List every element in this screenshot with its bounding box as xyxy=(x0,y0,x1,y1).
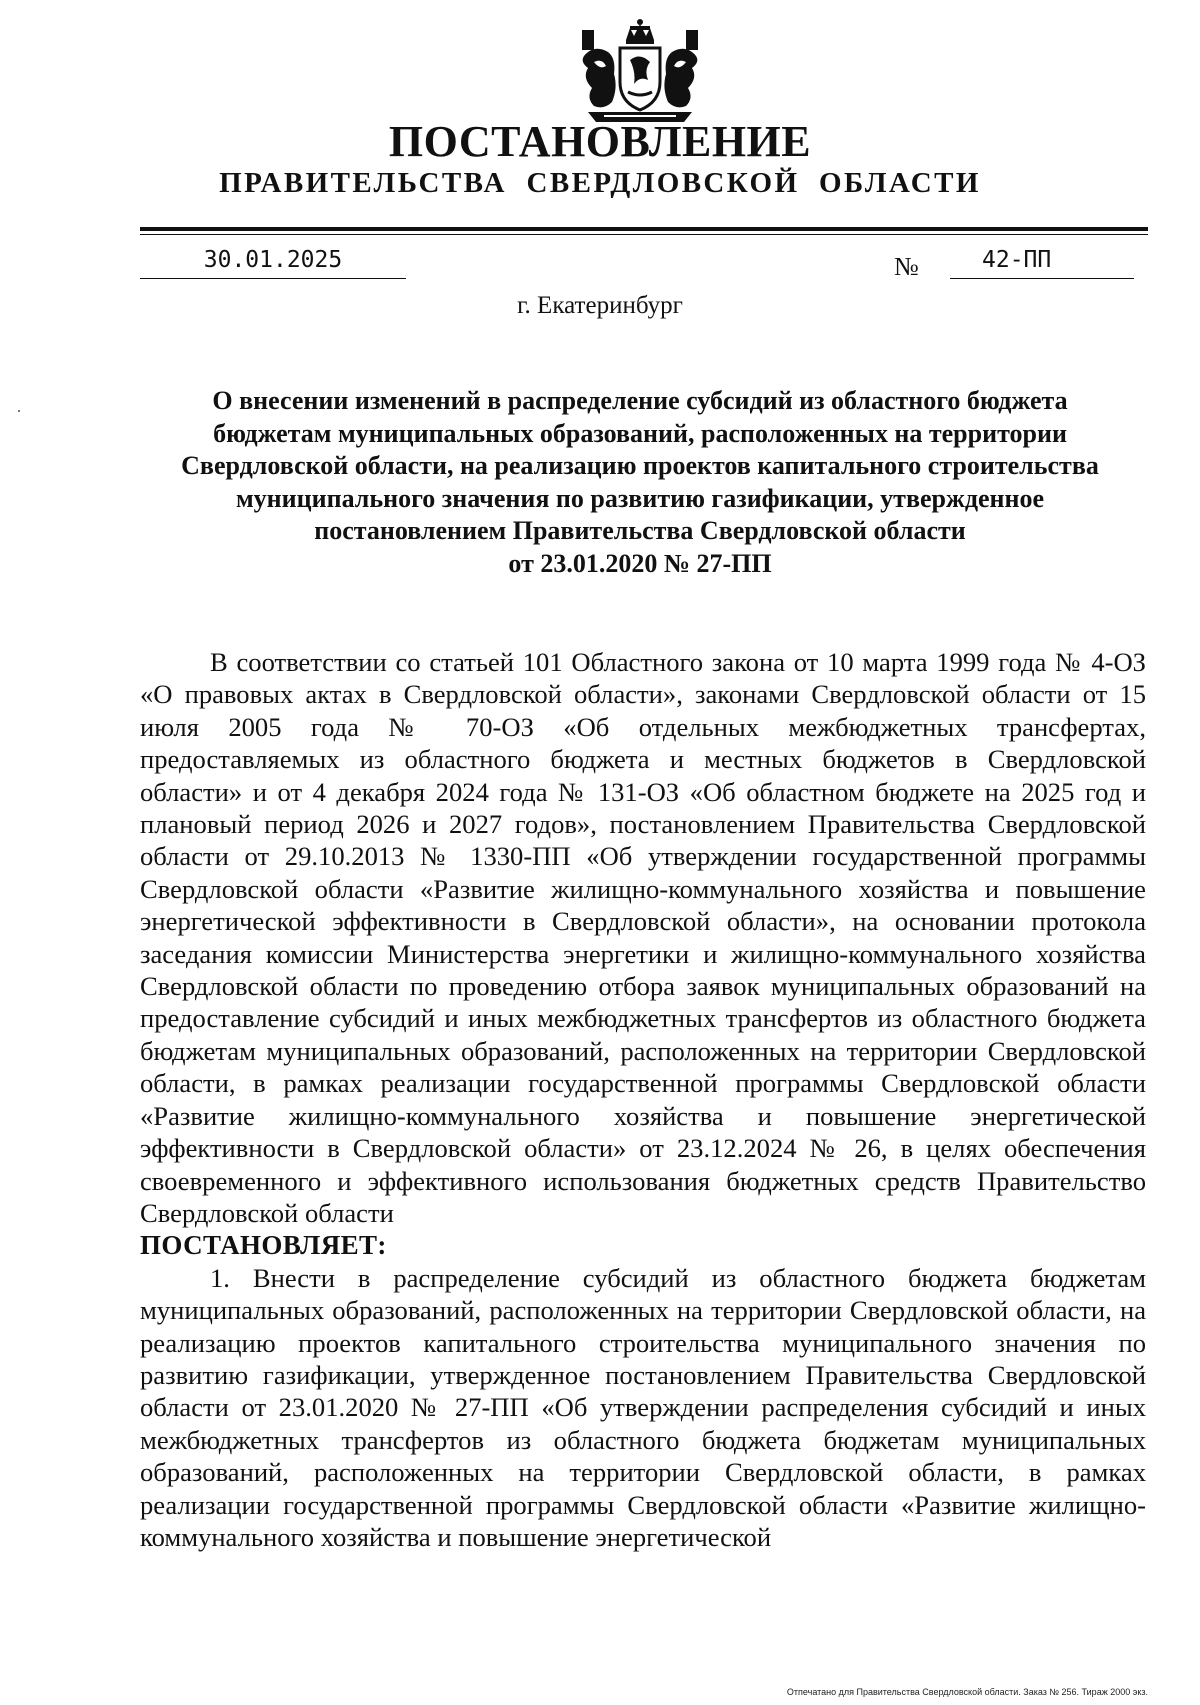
document-title: ПОСТАНОВЛЕНИЕ xyxy=(388,117,812,166)
coat-of-arms-icon xyxy=(574,18,706,126)
document-number: 42-ПП xyxy=(982,247,1052,273)
header-divider-thick xyxy=(140,227,1148,231)
date-underline xyxy=(140,278,406,279)
heading-line: муниципального значения по развитию газификации, утвержденное xyxy=(235,483,1045,513)
heading-line: Свердловской области, на реализацию проектов капитального строительства xyxy=(181,451,1099,480)
document-heading xyxy=(140,385,1140,580)
scan-speck xyxy=(18,410,20,412)
heading-line: постановлением Правительства Свердловской области xyxy=(314,516,966,545)
preamble-paragraph: В соответствии со статьей 101 Областного закона от 10 марта 1999 года № 4-ОЗ «О правовых актах в Свердловской области», законами Свердловской области от 15 июля 2005 года № 70-ОЗ «Об отдельных межбюджетных трансфертах, предоставляемых из областного бюджета и местных бюджетов в Свердловской области» и от 4 декабря 2024 года № 131-ОЗ «Об областном бюджете на 2025 год и плановый период 2026 и 2027 годов», постановлением Правительства Свердловской области от 29.10.2013 № 1330-ПП «Об утверждении государственной программы Свердловской области «Развитие жилищно-коммунального хозяйства и повышение энергетической эффективности в Свердловской области», на основании протокола заседания комиссии Министерства энергетики и жилищно-коммунального хозяйства Свердловской области по проведению отбора заявок муниципальных образований на предоставление субсидий и иных межбюджетных трансфертов из областного бюджета бюджетам муниципальных образований, расположенных на территории Свердловской области, в рамках реализации государственной программы Свердловской области «Развитие жилищно-коммунального хозяйства и повышение энергетической эффективности в Свердловской области» от 23.12.2024 № 26, в целях обеспечения своевременного и эффективного использования бюджетных средств Правительство Свердловской области xyxy=(140,647,1146,1228)
issuer-subtitle: ПРАВИТЕЛЬСТВА СВЕРДЛОВСКОЙ ОБЛАСТИ xyxy=(219,167,981,199)
heading-line: бюджетам муниципальных образований, расположенных на территории xyxy=(213,418,1067,448)
print-footer: Отпечатано для Правительства Свердловской области. Заказ № 256. Тираж 2000 экз. xyxy=(786,1687,1148,1697)
item-1-paragraph: 1. Внести в распределение субсидий из областного бюджета бюджетам муниципальных образований, расположенных на территории Свердловской области, на реализацию проектов капитального строительства муниципального значения по развитию газификации, утвержденное постановлением Правительства Свердловской области от 23.01.2020 № 27-ПП «Об утверждении распределения субсидий и иных межбюджетных трансфертов из областного бюджета бюджетам муниципальных образований, расположенных на территории Свердловской области, в рамках реализации государственной программы Свердловской области «Развитие жилищно-коммунального хозяйства и повышение энергетической xyxy=(140,1262,1146,1552)
header-divider-thin xyxy=(140,234,1148,235)
resolve-heading: ПОСТАНОВЛЯЕТ: xyxy=(140,1230,387,1261)
document-body xyxy=(140,646,1146,1553)
number-label: № xyxy=(894,252,919,281)
heading-line: от 23.01.2020 № 27-ПП xyxy=(508,548,772,578)
heading-line: О внесении изменений в распределение субсидий из областного бюджета xyxy=(212,386,1068,415)
number-underline xyxy=(950,278,1134,279)
city: г. Екатеринбург xyxy=(517,292,683,319)
document-date: 30.01.2025 xyxy=(203,247,343,273)
